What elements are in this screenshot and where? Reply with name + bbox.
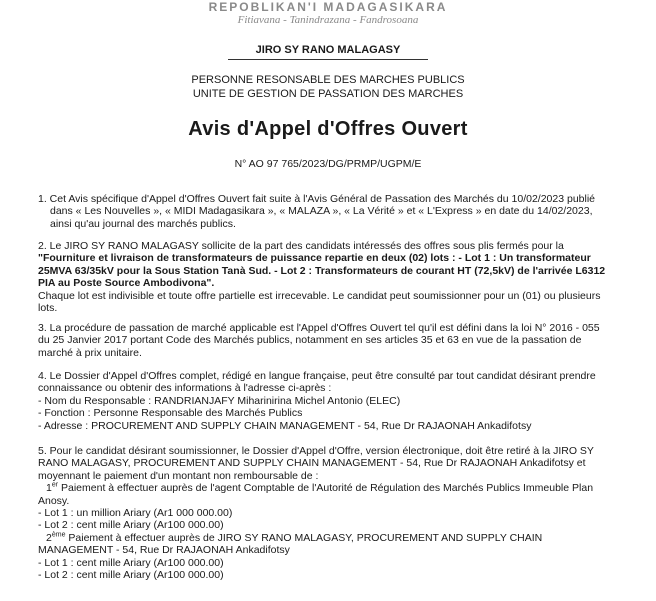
text-line-bold: PIA au Poste Source Ambodivona".: [38, 277, 215, 290]
text-span: Paiement à effectuer auprès de l'agent Comptable de l'Autorité de Régulation des Marchés Publics Immeuble Plan: [61, 482, 594, 495]
paragraph-5: [38, 445, 594, 581]
text-line: moyennant le paiement d'un montant non remboursable de :: [38, 469, 319, 482]
lot-line: - Lot 1 : un million Ariary (Ar1 000 000.00): [38, 507, 233, 520]
text-line: 1. Cet Avis spécifique d'Appel d'Offres Ouvert fait suite à l'Avis Général de Passation des Marchés du 10/02/2023 publié: [38, 193, 596, 205]
text-line: ainsi qu'au journal des marchés publics.: [50, 217, 236, 230]
text-line: MANAGEMENT - 54, Rue Dr RAJAONAH Ankadifotsy: [38, 544, 290, 557]
text-line: marché à prix unitaire.: [38, 346, 142, 359]
text-line: connaissance ou obtenir des informations à l'adresse ci-après :: [38, 382, 332, 395]
text-line: RANO MALAGASY, PROCUREMENT AND SUPPLY CHAIN MANAGEMENT - 54, Rue Dr RAJAONAH Ankadifotsy et: [38, 457, 586, 470]
payment-1-line: [38, 482, 594, 494]
text-line: Anosy.: [38, 494, 70, 507]
ordinal-number: 1: [46, 482, 52, 495]
text-line: lots.: [38, 302, 58, 315]
ordinal-suffix: er: [51, 481, 59, 489]
text-line: - Adresse : PROCUREMENT AND SUPPLY CHAIN MANAGEMENT - 54, Rue Dr RAJAONAH Ankadifotsy: [38, 419, 532, 432]
text-line: 4. Le Dossier d'Appel d'Offres complet, rédigé en langue française, peut être consulté par tout candidat désirant prendre: [38, 370, 596, 382]
text-span: Paiement à effectuer auprès de JIRO SY RANO MALAGASY, PROCUREMENT AND SUPPLY CHAIN: [68, 531, 543, 544]
text-line: - Fonction : Personne Responsable des Marchés Publics: [38, 407, 303, 420]
text-line-bold: 25MVA 63/35kV pour la Sous Station Tanà Sud. - Lot 2 : Transformateurs de courant HT (72,5kV) de l'arrivée L6312: [38, 264, 606, 277]
lot-line: - Lot 1 : cent mille Ariary (Ar100 000.00): [38, 556, 224, 569]
text-line: dans « Les Nouvelles », « MIDI Madagasikara », « MALAZA », « La Vérité » et « L'Express » en date du 14/02/2023,: [50, 205, 593, 218]
ordinal-suffix: ème: [51, 531, 66, 539]
republic-header: REPOBLIKAN'I MADAGASIKARA: [208, 0, 448, 14]
unit-line-prmp: PERSONNE RESONSABLE DES MARCHES PUBLICS: [191, 74, 465, 86]
paragraph-4: [38, 370, 596, 432]
paragraph-1: [38, 193, 595, 230]
text-line-bold: "Fourniture et livraison de transformateurs de puissance repartie en deux (02) lots : - Lot 1 : Un transformateur: [38, 252, 591, 265]
unit-line-ugpm: UNITE DE GESTION DE PASSATION DES MARCHES: [192, 88, 464, 100]
reference-number: N° AO 97 765/2023/DG/PRMP/UGPM/E: [234, 158, 422, 170]
text-line: Chaque lot est indivisible et toute offre partielle est irrecevable. Le candidat peut soumissionner pour un (01) ou plusieurs: [38, 289, 601, 302]
text-line: 5. Pour le candidat désirant soumissionner, le Dossier d'Appel d'Offre, version électronique, doit être retiré à la JIRO SY: [38, 445, 594, 457]
paragraph-2: [38, 240, 605, 314]
organization-name: JIRO SY RANO MALAGASY: [255, 44, 401, 56]
paragraph-3: [38, 322, 600, 359]
payment-2-line: [38, 532, 594, 544]
lot-line: - Lot 2 : cent mille Ariary (Ar100 000.00): [38, 519, 224, 532]
header-divider: [228, 59, 428, 60]
ordinal-number: 2: [46, 531, 52, 544]
text-line: 2. Le JIRO SY RANO MALAGASY sollicite de la part des candidats intéressés des offres sous plis fermés pour la: [38, 240, 564, 252]
text-line: 3. La procédure de passation de marché applicable est l'Appel d'Offres Ouvert tel qu'il est défini dans la loi N° 2016 - 055: [38, 322, 600, 334]
text-line: du 25 Janvier 2017 portant Code des Marchés publics, notamment en ses articles 35 et 63 en vue de la passation de: [38, 334, 582, 347]
text-line: - Nom du Responsable : RANDRIANJAFY Miharinirina Michel Antonio (ELEC): [38, 394, 401, 407]
lot-line: - Lot 2 : cent mille Ariary (Ar100 000.00): [38, 569, 224, 582]
page-title: Avis d'Appel d'Offres Ouvert: [188, 118, 468, 140]
national-motto: Fitiavana - Tanindrazana - Fandrosoana: [237, 14, 419, 26]
